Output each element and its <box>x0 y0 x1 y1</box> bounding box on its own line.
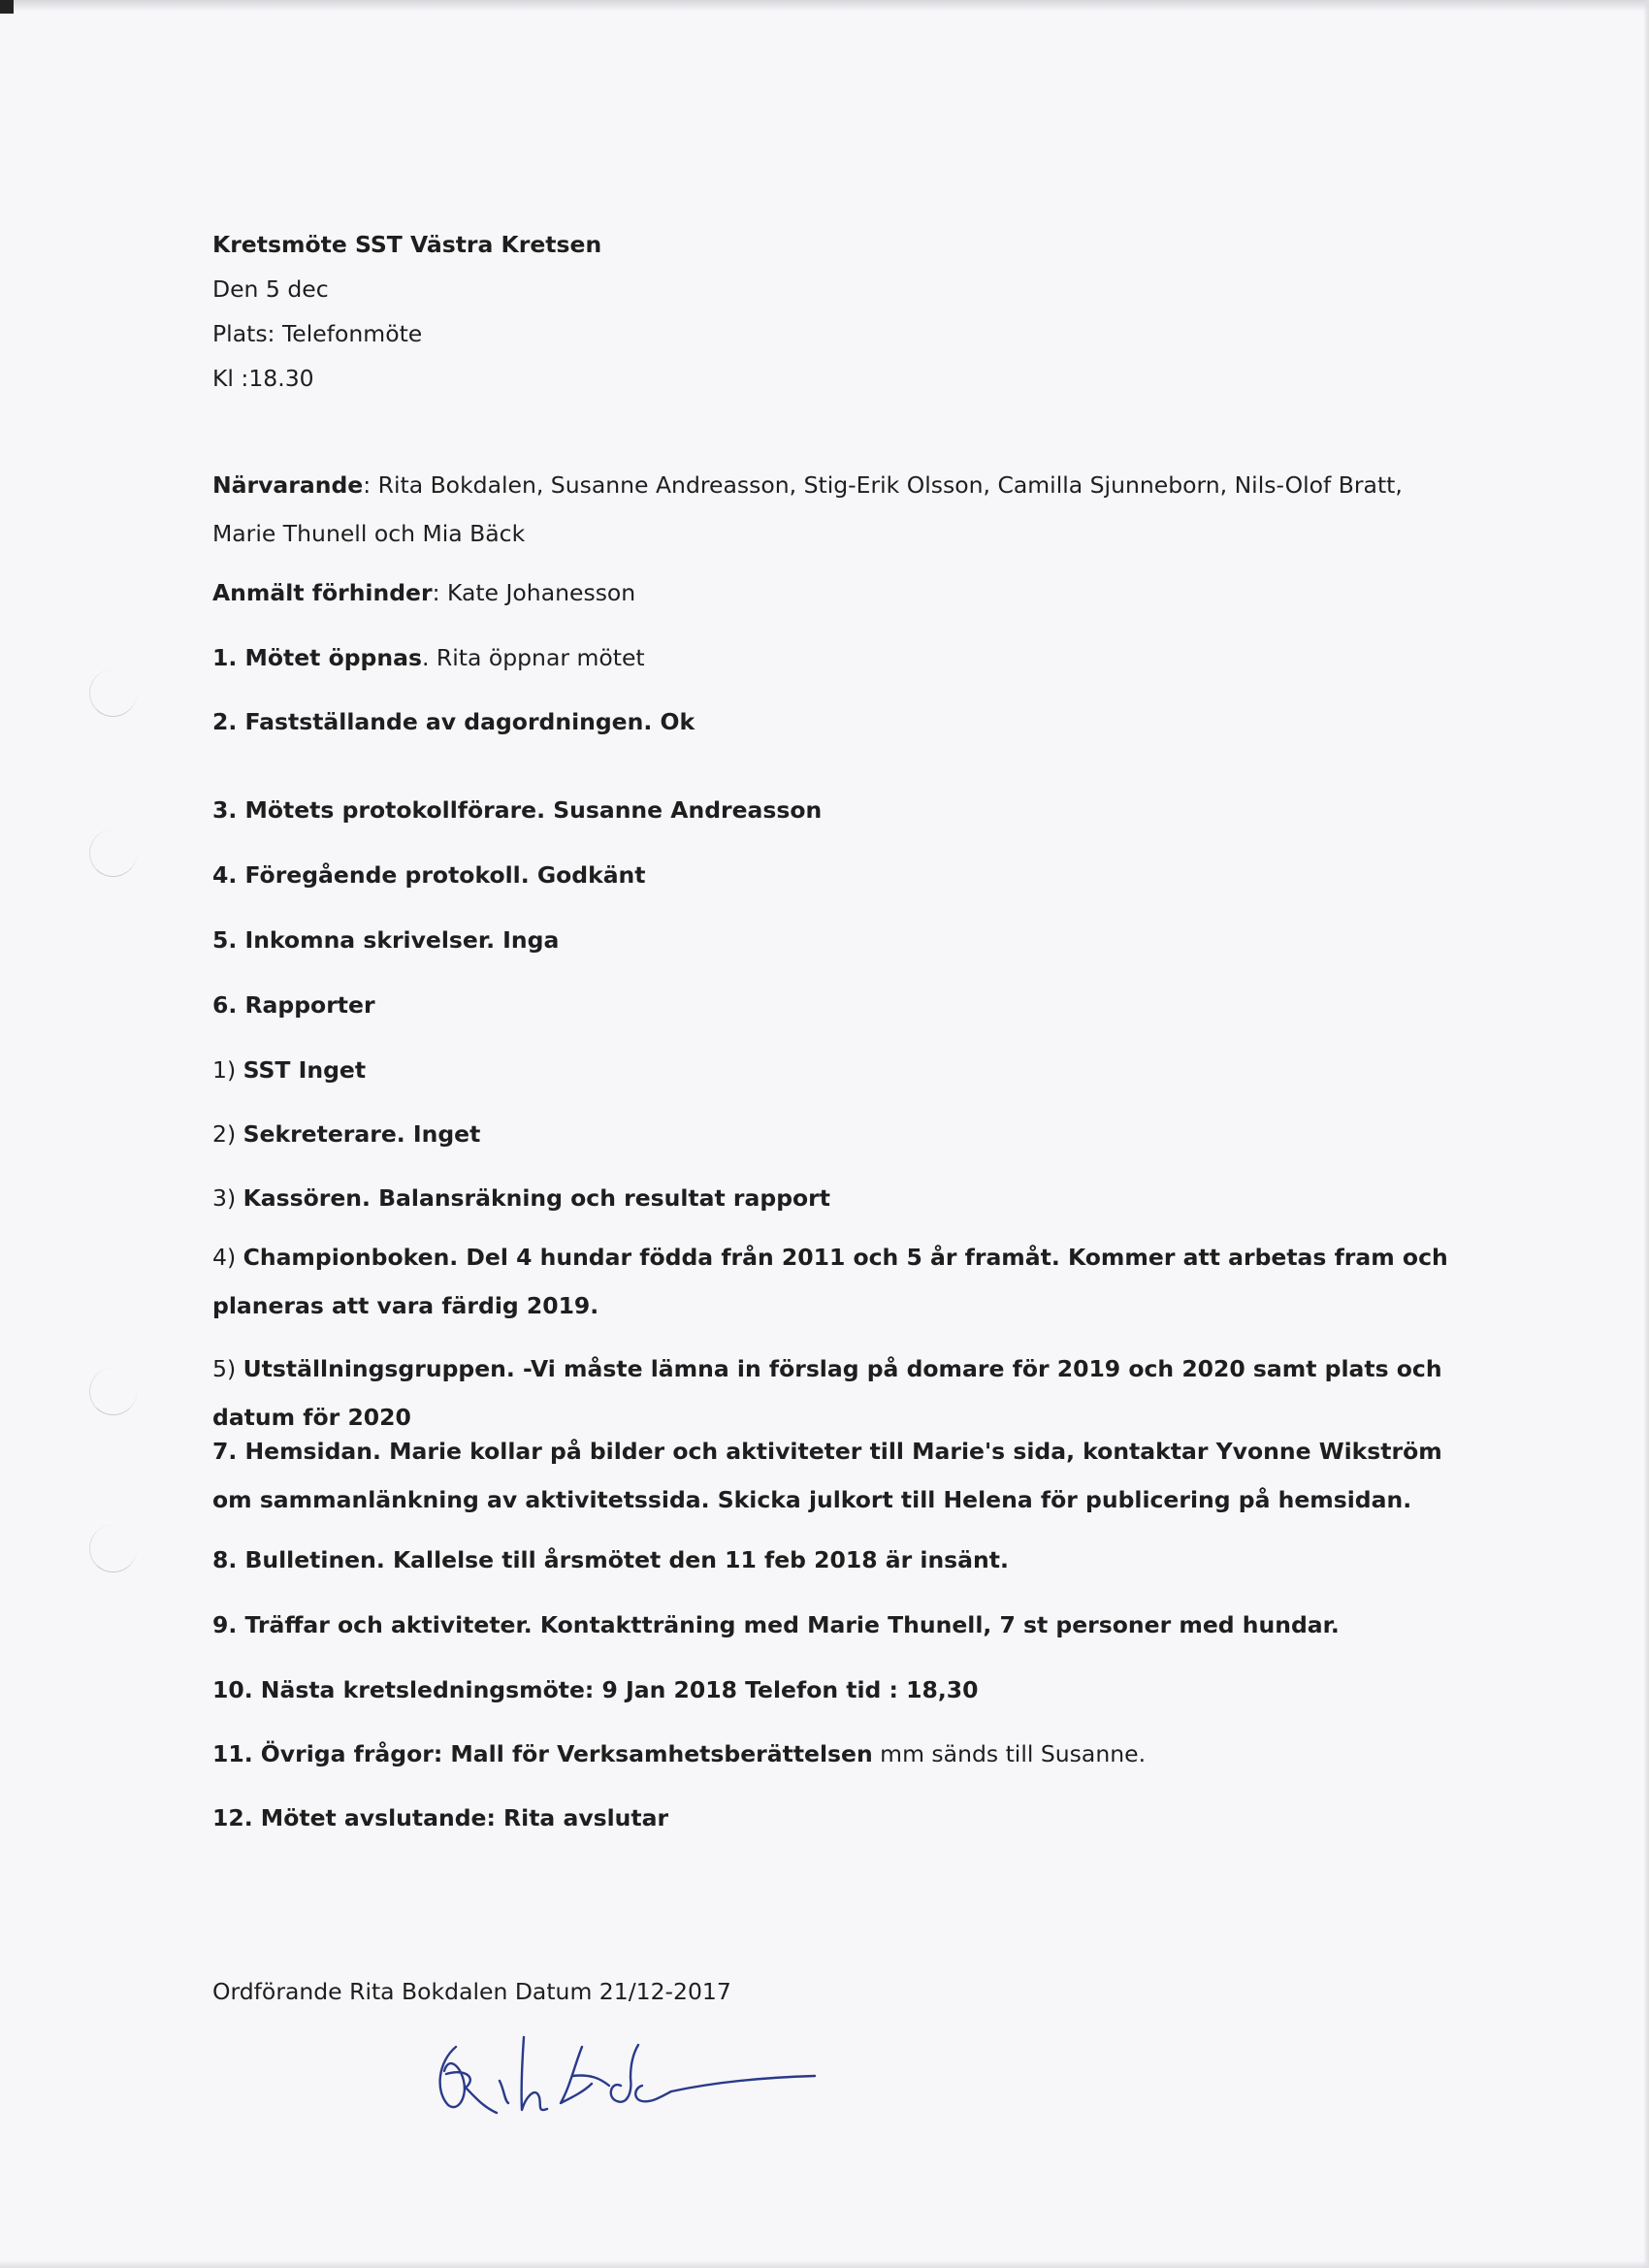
absentees-names: : Kate Johanesson <box>432 579 636 606</box>
chair-signoff: Ordförande Rita Bokdalen Datum 21/12-2017 <box>212 1978 731 2005</box>
agenda-item-6: 6. Rapporter <box>212 991 375 1019</box>
report-5-number: 5) <box>212 1355 243 1382</box>
meeting-date: Den 5 dec <box>212 275 329 303</box>
agenda-item-3: 3. Mötets protokollförare. Susanne Andreasson <box>212 796 823 824</box>
punch-hole <box>89 1368 137 1415</box>
agenda-item-9: 9. Träffar och aktiviteter. Kontaktträning med Marie Thunell, 7 st personer med hundar. <box>212 1611 1340 1638</box>
absentees <box>212 576 635 609</box>
agenda-item-1-heading: 1. Mötet öppnas <box>212 644 422 671</box>
agenda-item-5: 5. Inkomna skrivelser. Inga <box>212 926 560 954</box>
agenda-item-2: 2. Fastställande av dagordningen. Ok <box>212 708 695 735</box>
agenda-item-10: 10. Nästa kretsledningsmöte: 9 Jan 2018 Telefon tid : 18,30 <box>212 1676 979 1703</box>
agenda-item-11-heading: 11. Övriga frågor: Mall för Verksamhetsberättelsen <box>212 1740 873 1767</box>
report-2-number: 2) <box>212 1120 243 1148</box>
punch-hole <box>89 1525 137 1572</box>
report-3-number: 3) <box>212 1184 243 1212</box>
report-3 <box>212 1182 830 1215</box>
agenda-item-11-text: mm sänds till Susanne. <box>872 1740 1147 1767</box>
report-2 <box>212 1118 480 1150</box>
absentees-label: Anmält förhinder <box>212 579 433 606</box>
agenda-item-11 <box>212 1737 1146 1770</box>
meeting-time: Kl :18.30 <box>212 365 314 392</box>
agenda-item-12: 12. Mötet avslutande: Rita avslutar <box>212 1804 669 1831</box>
attendees-label: Närvarande <box>212 471 364 499</box>
agenda-item-1 <box>212 641 645 674</box>
meeting-place: Plats: Telefonmöte <box>212 320 423 347</box>
report-1-text: SST Inget <box>242 1056 367 1084</box>
document-title: Kretsmöte SST Västra Kretsen <box>212 231 602 258</box>
report-4-text: Championboken. Del 4 hundar födda från 2011 och 5 år framåt. Kommer att arbetas fram och planeras att vara färdig 2019. <box>212 1244 1448 1319</box>
report-1 <box>212 1053 366 1086</box>
report-2-text: Sekreterare. Inget <box>242 1120 481 1148</box>
punch-hole <box>89 669 137 717</box>
agenda-item-7: 7. Hemsidan. Marie kollar på bilder och aktiviteter till Marie's sida, kontaktar Yvonne Wikström om sammanlänkning av aktivitetssida. Skicka julkort till Helena för publicering på hemsidan. <box>212 1438 1442 1513</box>
report-4-number: 4) <box>212 1244 243 1271</box>
scan-corner-mark <box>0 0 14 14</box>
report-5-text: Utställningsgruppen. -Vi måste lämna in förslag på domare för 2019 och 2020 samt plats och datum för 2020 <box>212 1355 1442 1431</box>
attendees-names: : Rita Bokdalen, Susanne Andreasson, Stig-Erik Olsson, Camilla Sjunneborn, Nils-Olof Bratt, Marie Thunell och Mia Bäck <box>212 471 1403 547</box>
handwritten-signature <box>427 2027 834 2124</box>
agenda-item-8: 8. Bulletinen. Kallelse till årsmötet den 11 feb 2018 är insänt. <box>212 1546 1009 1573</box>
report-1-number: 1) <box>212 1056 243 1084</box>
scan-bottom-edge <box>0 2260 1649 2268</box>
scan-right-edge <box>1643 0 1649 2268</box>
agenda-item-4: 4. Föregående protokoll. Godkänt <box>212 861 646 889</box>
attendees <box>212 461 1454 558</box>
scan-top-edge <box>0 0 1649 12</box>
punch-hole <box>89 829 137 877</box>
report-4 <box>212 1233 1454 1330</box>
agenda-item-1-text: . Rita öppnar mötet <box>421 644 645 671</box>
report-3-text: Kassören. Balansräkning och resultat rapport <box>242 1184 830 1212</box>
